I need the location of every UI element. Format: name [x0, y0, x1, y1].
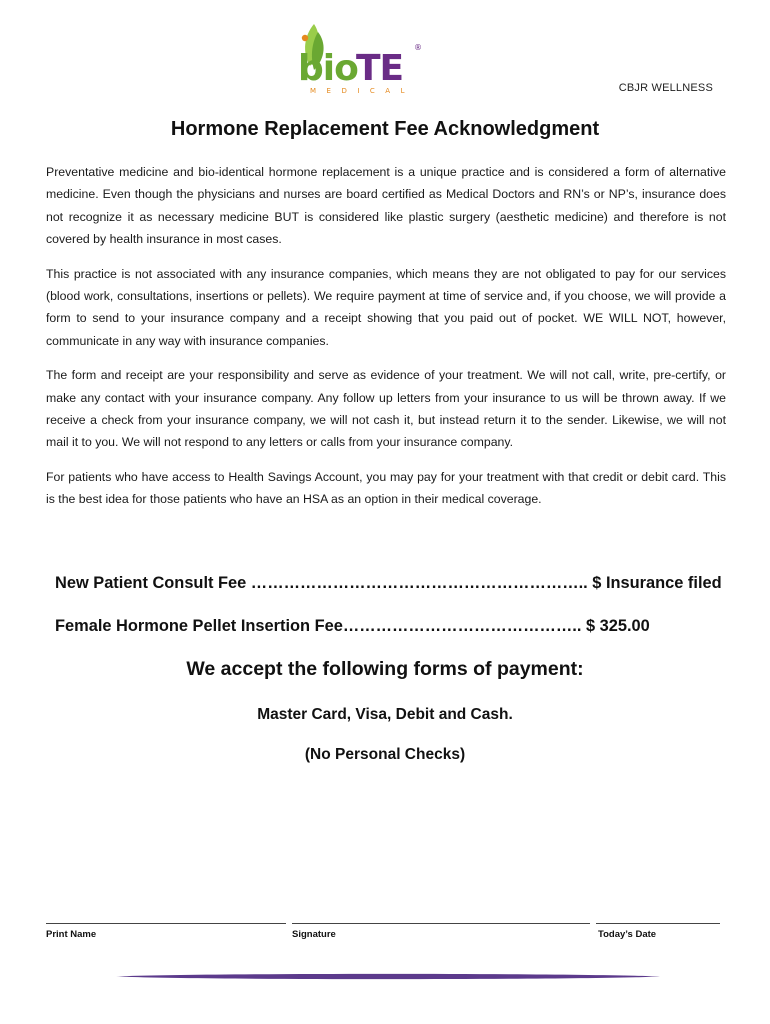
logo-subtext: MEDICAL	[310, 87, 415, 95]
document-body	[46, 161, 726, 523]
biote-logo-graphic	[296, 22, 426, 96]
date-label: Today’s Date	[598, 929, 657, 940]
fee-new-patient-consult: New Patient Consult Fee …………………………………………………….. $ Insurance filed	[55, 574, 722, 592]
signature-line[interactable]	[292, 923, 590, 924]
print-name-label: Print Name	[46, 929, 97, 940]
footer-divider	[116, 972, 660, 981]
logo-wordmark-te: TE	[356, 48, 404, 89]
logo-wordmark: bio	[298, 48, 358, 89]
print-name-line[interactable]	[46, 923, 286, 924]
logo-registered-mark: ®	[414, 43, 422, 52]
payment-note: (No Personal Checks)	[304, 746, 466, 763]
clinic-name: CBJR WELLNESS	[618, 82, 713, 94]
payment-heading: We accept the following forms of payment:	[186, 658, 584, 680]
biote-medical-logo	[296, 22, 426, 96]
paragraph-insurance: This practice is not associated with any insurance companies, which means they are not obligated to pay for our services (blood work, consultations, insertions or pellets). We require payment at time of service and, if you choose, we will provide a form to send to your insurance company and a receipt showing that you paid out of pocket. WE WILL NOT, however, communicate in any way with insurance companies.	[46, 266, 726, 348]
paragraph-intro: Preventative medicine and bio-identical hormone replacement is a unique practice and is considered a form of alternative medicine. Even though the physicians and nurses are board certified as Medical Doctors and RN’s or NP’s, insurance does not recognize it as necessary medicine BUT is considered like plastic surgery (aesthetic medicine) and therefore is not covered by health insurance in most cases.	[46, 165, 726, 247]
paragraph-hsa: For patients who have access to Health Savings Account, you may pay for your treatment with that credit or debit card. This is the best idea for those patients who have an HSA as an option in their medical coverage.	[46, 469, 726, 507]
date-line[interactable]	[596, 923, 720, 924]
fee-pellet-insertion: Female Hormone Pellet Insertion Fee…………………………………….. $ 325.00	[55, 617, 650, 635]
signature-label: Signature	[292, 929, 336, 940]
paragraph-responsibility: The form and receipt are your responsibility and serve as evidence of your treatment. We will not call, write, pre-certify, or make any contact with your insurance company. Any follow up letters from your insurance to us will be thrown away. If we receive a check from your insurance company, we will not cash it, but instead return it to the sender. Likewise, we will not mail it to you. We will not respond to any letters or calls from your insurance company.	[46, 368, 726, 450]
payment-methods: Master Card, Visa, Debit and Cash.	[257, 706, 513, 723]
document-title: Hormone Replacement Fee Acknowledgment	[170, 118, 600, 140]
